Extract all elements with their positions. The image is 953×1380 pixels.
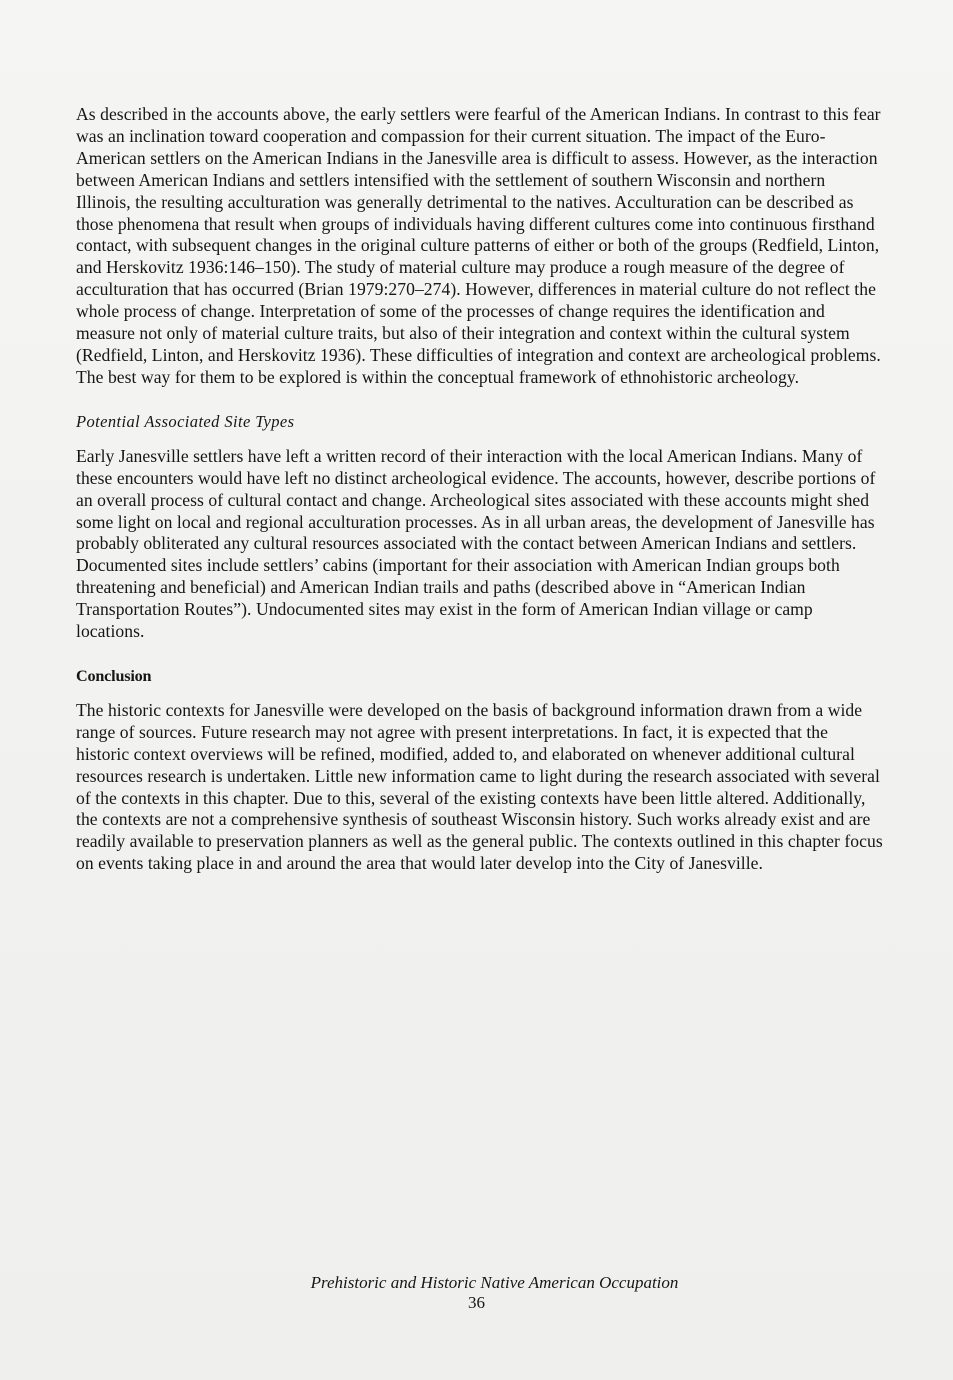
heading-conclusion: Conclusion (76, 666, 152, 685)
paragraph-acculturation: As described in the accounts above, the early settlers were fearful of the American Indians. In contrast to this fear was an inclination toward cooperation and compassion for their current situation. The impact of the Euro-American settlers on the American Indians in the Janesville area is difficult to assess. However, as the interaction between American Indians and settlers intensified with the settlement of southern Wisconsin and northern Illinois, the resulting acculturation was generally detrimental to the natives. Acculturation can be described as those phenomena that result when groups of individuals having different cultures come into continuous firsthand contact, with subsequent changes in the original culture patterns of either or both of the groups (Redfield, Linton, and Herskovitz 1936:146–150). The study of material culture may produce a rough measure of the degree of acculturation that has occurred (Brian 1979:270–274). However, differences in material culture do not reflect the whole process of change. Interpretation of some of the processes of change requires the identification and measure not only of material culture traits, but also of their integration and context within the cultural system (Redfield, Linton, and Herskovitz 1936). These difficulties of integration and context are archeological problems. The best way for them to be explored is within the conceptual framework of ethnohistoric archeology. (76, 104, 881, 387)
footer-chapter-title: Prehistoric and Historic Native American Occupation (310, 1273, 679, 1292)
paragraph-site-types: Early Janesville settlers have left a written record of their interaction with the local American Indians. Many of these encounters would have left no distinct archeological evidence. The accounts, however, describe portions of an overall process of cultural contact and change. Archeological sites associated with these accounts might shed some light on local and regional acculturation processes. As in all urban areas, the development of Janesville has probably obliterated any cultural resources associated with the contact between American Indians and settlers. Documented sites include settlers’ cabins (important for their association with American Indian groups both threatening and beneficial) and American Indian trails and paths (described above in “American Indian Transportation Routes”). Undocumented sites may exist in the form of American Indian village or camp locations. (76, 445, 876, 642)
page-footer (0, 1272, 953, 1313)
paragraph-conclusion: The historic contexts for Janesville were developed on the basis of background information drawn from a wide range of sources. Future research may not agree with present interpretations. In fact, it is expected that the historic context overviews will be refined, modified, added to, and elaborated on whenever additional cultural resources research is undertaken. Little new information came to light during the research associated with several of the contexts in this chapter. Due to this, several of the existing contexts have been little altered. Additionally, the contexts are not a comprehensive synthesis of southeast Wisconsin history. Such works already exist and are readily available to preservation planners as well as the general public. The contexts outlined in this chapter focus on events taking place in and around the area that would later develop into the City of Janesville. (76, 699, 883, 874)
page-number: 36 (468, 1293, 485, 1312)
heading-potential-site-types: Potential Associated Site Types (76, 411, 295, 431)
page-body (76, 104, 884, 875)
